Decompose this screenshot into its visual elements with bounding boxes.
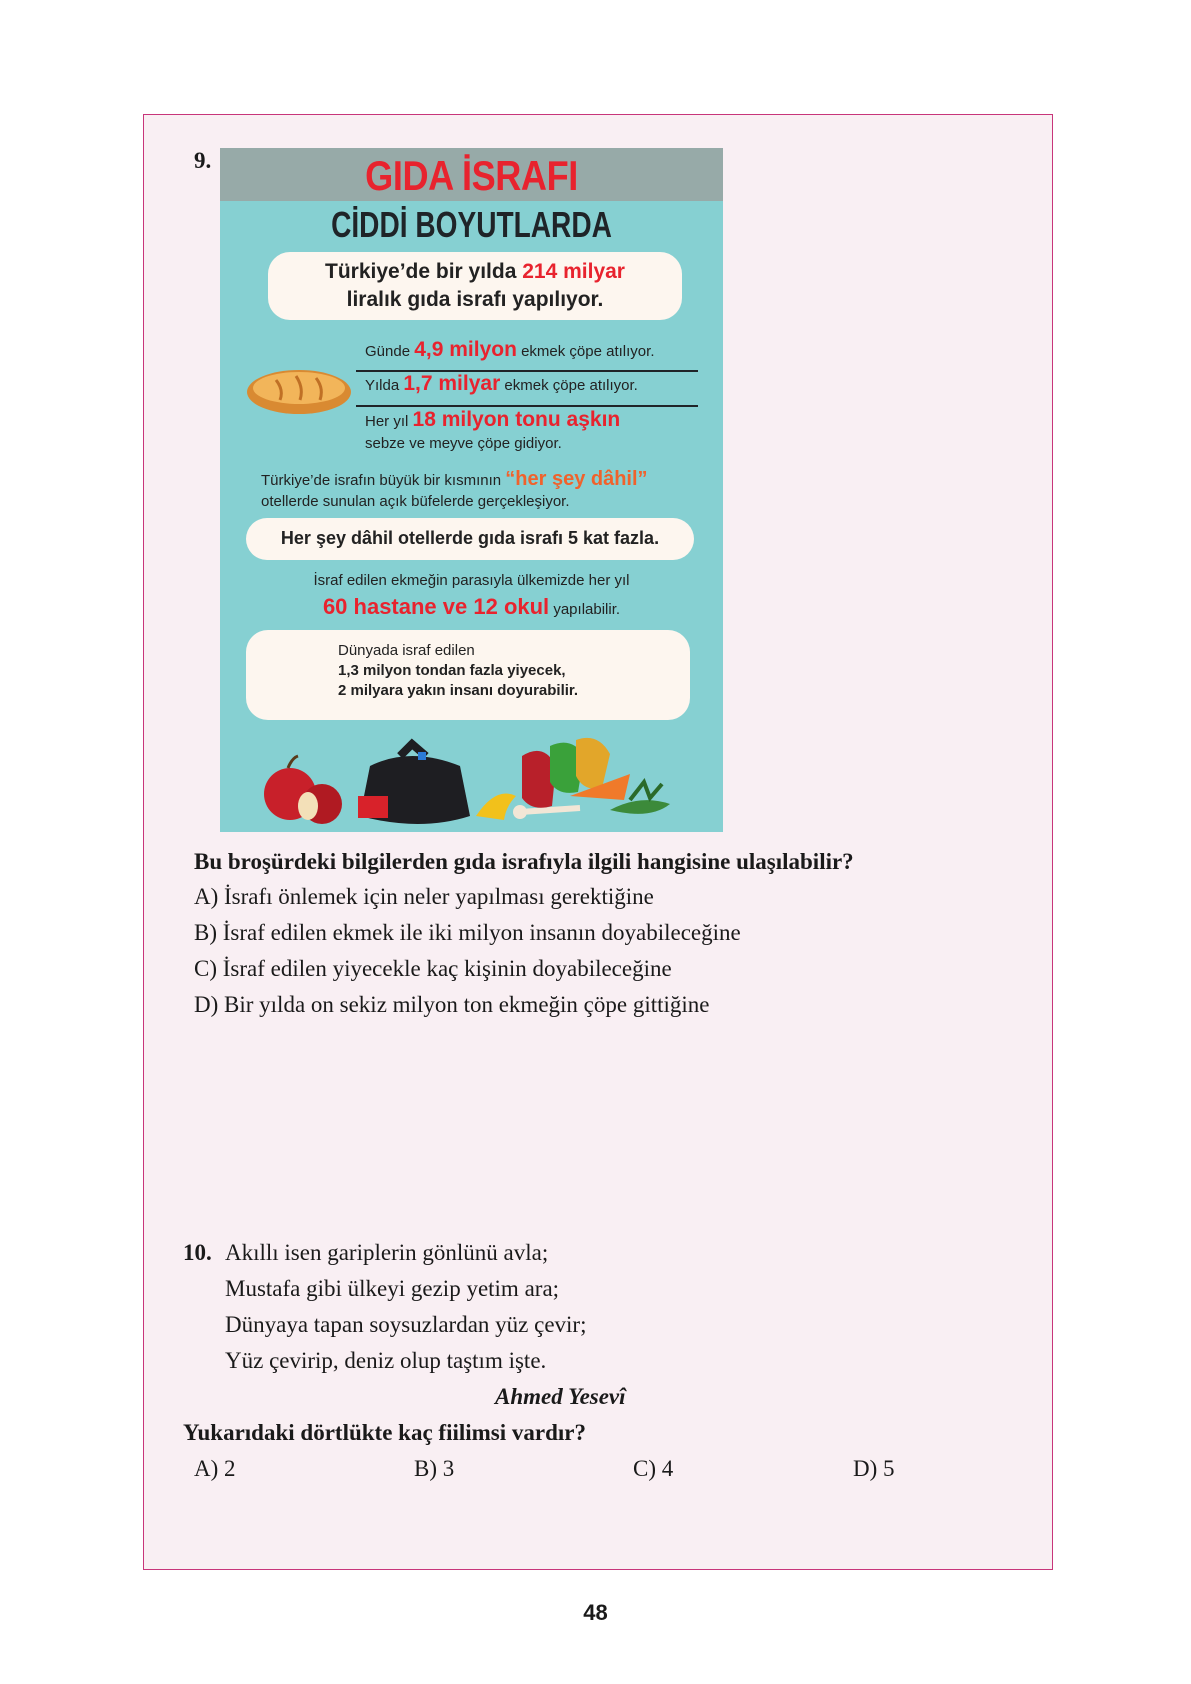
question-9-option-c[interactable]: C) İsraf edilen yiyecekle kaç kişinin doyabileceğine — [194, 956, 672, 981]
trash-bag-icon — [358, 744, 470, 824]
question-10-number: 10. — [183, 1240, 212, 1265]
question-9-number: 9. — [194, 148, 212, 173]
poem-author: Ahmed Yesevî — [495, 1384, 626, 1409]
banana-peel-icon — [476, 794, 516, 821]
question-10-text: Yukarıdaki dörtlükte kaç fiilimsi vardır? — [183, 1420, 586, 1445]
poster-title: GIDA İSRAFI — [365, 152, 578, 199]
poster-bread-line-1: İsraf edilen ekmeğin parasıyla ülkemizde her yıl — [313, 572, 630, 589]
poster-fact-2: Yılda 1,7 milyar ekmek çöpe atılıyor. — [365, 372, 638, 395]
poster-hotel-line-2: otellerde sunulan açık büfelerde gerçekleşiyor. — [261, 493, 570, 510]
poster-box-3-line-3: 2 milyara yakın insanı doyurabilir. — [338, 682, 579, 699]
food-waste-illustration — [250, 726, 700, 832]
poem-line-3: Dünyaya tapan soysuzlardan yüz çevir; — [225, 1312, 587, 1337]
food-waste-poster — [220, 148, 723, 832]
question-10-option-b[interactable]: B) 3 — [414, 1456, 455, 1481]
poster-bread-line-2: 60 hastane ve 12 okul yapılabilir. — [322, 594, 621, 619]
question-9-option-b[interactable]: B) İsraf edilen ekmek ile iki milyon insanın doyabileceğine — [194, 920, 741, 945]
poster-fact-3-line-2: sebze ve meyve çöpe gidiyor. — [365, 435, 562, 452]
poster-fact-3: Her yıl 18 milyon tonu aşkın — [365, 408, 621, 431]
poem-line-2: Mustafa gibi ülkeyi gezip yetim ara; — [225, 1276, 560, 1301]
bread-icon — [246, 366, 352, 418]
question-10-option-d[interactable]: D) 5 — [853, 1456, 895, 1481]
poem-line-4: Yüz çevirip, deniz olup taştım işte. — [225, 1348, 547, 1373]
poster-box-3-line-2: 1,3 milyon tondan fazla yiyecek, — [338, 662, 566, 679]
question-9-option-a[interactable]: A) İsrafı önlemek için neler yapılması gerektiğine — [194, 884, 654, 909]
poster-divider-2 — [356, 405, 698, 407]
question-9-text: Bu broşürdeki bilgilerden gıda israfıyla ilgili hangisine ulaşılabilir? — [194, 849, 854, 874]
question-10-option-a[interactable]: A) 2 — [194, 1456, 236, 1481]
poster-subtitle: CİDDİ BOYUTLARDA — [331, 204, 612, 245]
poster-box-3-line-1: Dünyada israf edilen — [338, 642, 475, 659]
question-9-option-d[interactable]: D) Bir yılda on sekiz milyon ton ekmeğin çöpe gittiğine — [194, 992, 710, 1017]
question-10-option-c[interactable]: C) 4 — [633, 1456, 674, 1481]
poster-fact-1: Günde 4,9 milyon ekmek çöpe atılıyor. — [365, 338, 655, 361]
poem-line-1: Akıllı isen gariplerin gönlünü avla; — [225, 1240, 549, 1265]
page-number: 48 — [583, 1600, 608, 1625]
poster-box-1-line-2: liralık gıda israfı yapılıyor. — [346, 288, 604, 311]
apple-icon — [264, 756, 342, 824]
poster-hotel-line-1: Türkiye’de israfın büyük bir kısmının “her şey dâhil” — [261, 468, 648, 490]
poster-box-1-line-1: Türkiye’de bir yılda 214 milyar — [325, 260, 625, 283]
poster-box-2-text: Her şey dâhil otellerde gıda israfı 5 kat fazla. — [280, 528, 660, 548]
